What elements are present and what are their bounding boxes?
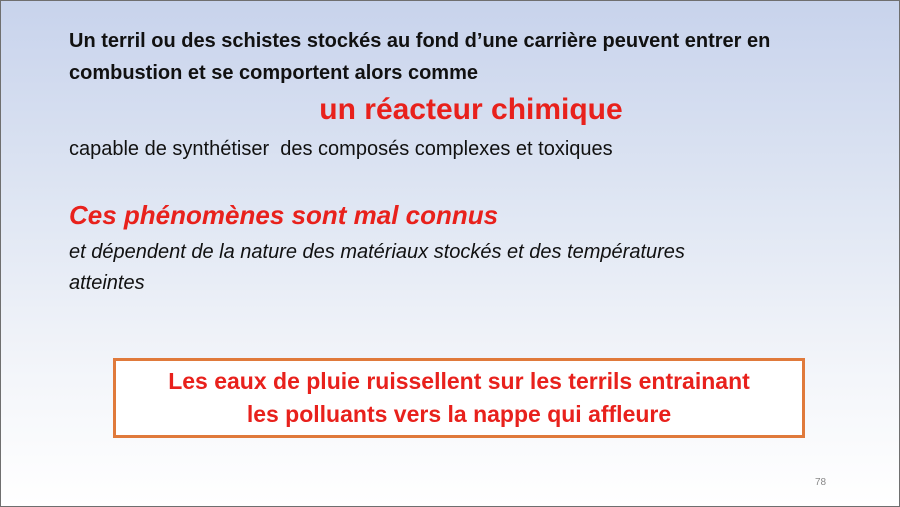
callout-text [168,365,750,431]
highlight-heading: un réacteur chimique [319,93,623,126]
callout-line-2: les polluants vers la nappe qui affleure [246,401,672,427]
dependence-line-2: atteintes [69,272,145,294]
dependence-line-1: et dépendent de la nature des matériaux stockés et des températures [69,241,685,263]
intro-paragraph [69,25,869,89]
page-number: 78 [815,477,827,488]
capability-text: capable de synthétiser des composés complexes et toxiques [69,138,613,160]
intro-line-1: Un terril ou des schistes stockés au fond d’une carrière peuvent entrer en [69,30,771,52]
callout-line-1: Les eaux de pluie ruissellent sur les terrils entrainant [168,368,750,394]
dependence-paragraph [69,237,849,299]
callout-box [113,358,805,438]
warning-heading: Ces phénomènes sont mal connus [69,200,499,230]
intro-line-2: combustion et se comportent alors comme [69,62,478,84]
